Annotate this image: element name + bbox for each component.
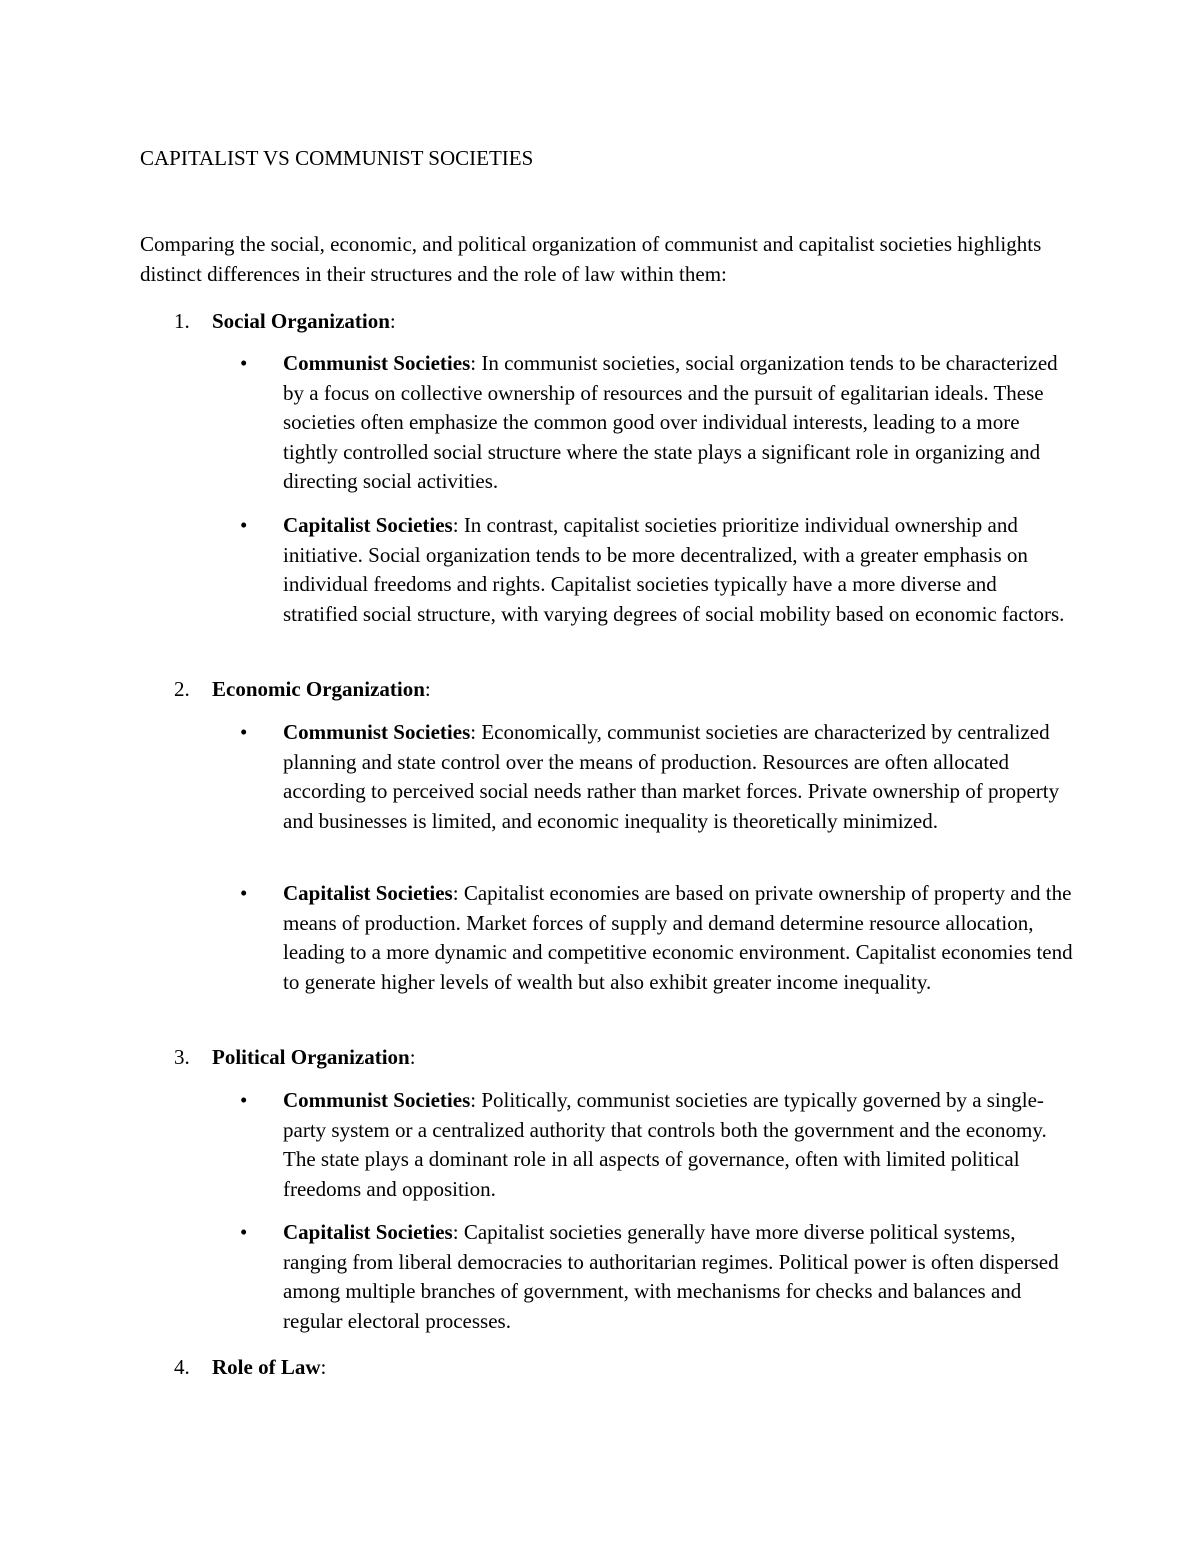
item-text: : In contrast, capitalist societies prioritize individual ownership and initiative. Social organization tends to be more decentralized, with a greater emphasis on individual freedoms and rights. Capitalist societies typically have a more diverse and stratified social structure, with varying degrees of social mobility based on economic factors. [283, 513, 1065, 626]
item-text: : Capitalist economies are based on private ownership of property and the means of production. Market forces of supply and demand determine resource allocation, leading to a more dynamic and competitive economic environment. Capitalist economies tend to generate higher levels of wealth but also exhibit greater income inequality. [283, 881, 1073, 994]
bullet-icon: • [240, 1088, 248, 1112]
bullet-icon: • [240, 1220, 248, 1244]
item-label: Communist Societies [283, 351, 471, 375]
list-item [236, 1086, 1076, 1204]
item-label: Capitalist Societies [283, 881, 453, 905]
bullet-icon: • [240, 881, 248, 905]
item-text: : Politically, communist societies are typically governed by a single-party system or a centralized authority that controls both the government and the economy. The state plays a dominant role in all aspects of governance, often with limited political freedoms and opposition. [283, 1088, 1047, 1201]
bullet-icon: • [240, 513, 248, 537]
section-number: 3. [174, 1045, 190, 1069]
section-heading-law [140, 1352, 1040, 1382]
section-heading-political [140, 1042, 1040, 1072]
section-number: 4. [174, 1355, 190, 1379]
intro-text: Comparing the social, economic, and political organization of communist and capitalist societies highlights distinct differences in their structures and the role of law within them: [140, 232, 1042, 286]
section-title: Political Organization [212, 1045, 410, 1069]
section-number: 1. [174, 309, 190, 333]
section-title: Economic Organization [212, 677, 425, 701]
item-text: : Economically, communist societies are characterized by centralized planning and state control over the means of production. Resources are often allocated according to perceived social needs rather than market forces. Private ownership of property and businesses is limited, and economic inequality is theoretically minimized. [283, 720, 1060, 833]
section-title: Social Organization [212, 309, 390, 333]
list-item [236, 1218, 1076, 1336]
item-label: Capitalist Societies [283, 513, 453, 537]
item-label: Communist Societies [283, 720, 471, 744]
item-text: : In communist societies, social organization tends to be characterized by a focus on collective ownership of resources and the pursuit of egalitarian ideals. These societies often emphasize the common good over individual interests, leading to a more tightly controlled social structure where the state plays a significant role in organizing and directing social activities. [283, 351, 1058, 493]
item-label: Communist Societies [283, 1088, 471, 1112]
list-item [236, 511, 1076, 629]
list-item [236, 718, 1076, 836]
document-title: CAPITALIST VS COMMUNIST SOCIETIES [140, 146, 534, 170]
section-heading-economic [140, 674, 1040, 704]
item-text: : Capitalist societies generally have more diverse political systems, ranging from liberal democracies to authoritarian regimes. Political power is often dispersed among multiple branches of government, with mechanisms for checks and balances and regular electoral processes. [283, 1220, 1059, 1333]
section-colon: : [389, 309, 396, 333]
item-label: Capitalist Societies [283, 1220, 453, 1244]
section-heading-social [140, 306, 1040, 336]
section-colon: : [424, 677, 431, 701]
bullet-icon: • [240, 720, 248, 744]
section-colon: : [320, 1355, 327, 1379]
section-colon: : [409, 1045, 416, 1069]
list-item [236, 349, 1076, 497]
bullet-icon: • [240, 351, 248, 375]
section-number: 2. [174, 677, 190, 701]
intro-paragraph [140, 229, 1070, 289]
section-title: Role of Law [212, 1355, 321, 1379]
list-item [236, 879, 1076, 997]
